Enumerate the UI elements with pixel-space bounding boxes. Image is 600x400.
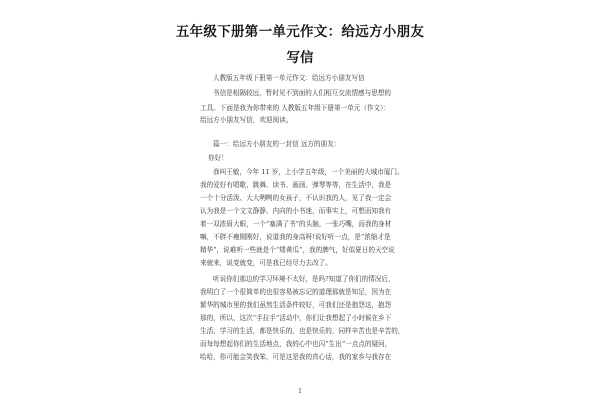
body-line: 一个十分活泼、大大咧咧的女孩子，不认识我的人，见了我一定会 xyxy=(200,194,392,202)
page-number: 1 xyxy=(298,388,302,395)
body-line: 生活、学习的生活，都是快乐的，也是快乐的，同样辛苦也是辛苦的， xyxy=(200,327,405,335)
body-line: 我的爱好有唱歌、跳舞、读书、画画、弹琴等等，在生活中，我是 xyxy=(200,181,392,189)
body-line: 精华”，说难听一些就是个“矮黄瓜”，我的脾气，好似夏日的天空说 xyxy=(200,246,395,254)
greeting: 你好！ xyxy=(208,154,228,162)
body-line: 来就来，说变就变，可是我已经尽力去改了。 xyxy=(200,259,332,267)
body-line: 哈哈，你可能会笑我笨，可是这是我的真心话，我的家乡与我存在 xyxy=(200,353,392,361)
intro-line: 书信是相隔较远，暂时见不到面的人们相互交流情感与思想的 xyxy=(213,89,392,97)
body-line: 着一双浓眉大眼，一个“塞满了书”的头脑，一张巧嘴，而我的身材 xyxy=(200,220,392,228)
intro-line: 工具。下面是我为你带来的 人教版五年级下册第一单元（作文）： xyxy=(200,104,391,112)
body-line: 我明白了一个很简单的也很容易被忘记的道理那就是知足，因为在 xyxy=(200,288,392,296)
body-line: 我叫王敏，今年 11 岁，上小学五年级，一个美丽的大城市厦门。 xyxy=(213,168,404,176)
body-line: 繁华的城市里的我们虽然生活条件较好，可我们还是抱怨这，抱怨 xyxy=(200,301,392,309)
body-line: 那的，所以，这次“手拉手”活动中，你们让我想起了小时候在乡下 xyxy=(200,314,392,322)
body-line: 听说你们那边的学习环境不太好，是吗?知道了你们的情况后， xyxy=(213,275,395,283)
document-title: 五年级下册第一单元作文：给远方小朋友 xyxy=(175,24,425,40)
body-line: 而每每想起你们的生活地点，我的心中也闪“生出”一点点的疑问， xyxy=(200,340,392,348)
body-line: 认为我是一个文文静静、内向的小书迷，而事实上，可想而知我有 xyxy=(200,207,392,215)
body-line: 嘛，不胖不瘦刚刚好，说道我的身高呀!说好听一点，是“浓缩才是 xyxy=(200,233,391,241)
intro-line: 给远方小朋友写信，欢迎阅读。 xyxy=(200,116,293,124)
section-heading: 篇一：给远方小朋友的一封信 远方的朋友： xyxy=(213,140,341,148)
document-title-continued: 写信 xyxy=(286,50,314,66)
intro-line: 人教版五年级下册第一单元作文：给远方小朋友写信 xyxy=(213,74,365,82)
